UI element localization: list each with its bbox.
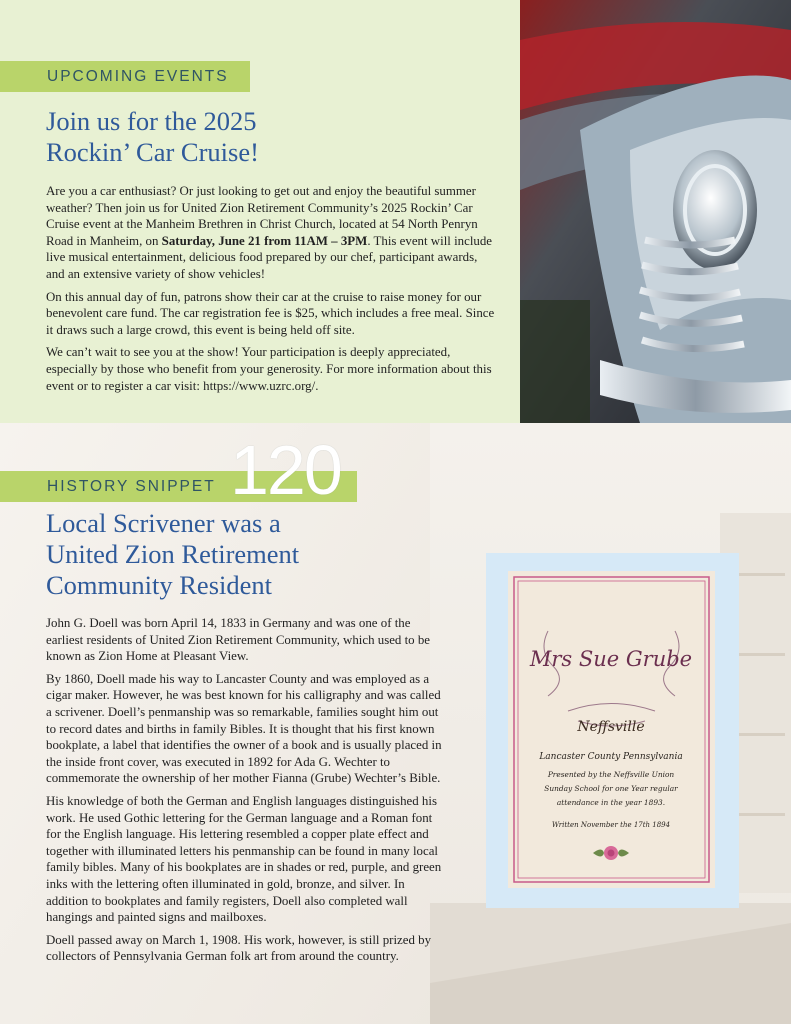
bookplate-town: Neffsville [577,719,645,735]
scrivener-paragraph-4: Doell passed away on March 1, 1908. His work, however, is still prized by collectors of Pennsylvania German folk art from around the country. [46,932,432,964]
car-grille-image [520,0,791,423]
paragraph-text: . This event will include live musical entertainment, delicious food prepared by our chef, participant awards, and an extensive variety of show vehicles! [46,233,493,281]
headline-line-1: Local Scrivener was a [46,508,281,538]
ornament-flourish [544,631,679,726]
upcoming-events-label: UPCOMING EVENTS [0,61,250,92]
scrivener-paragraph-3: His knowledge of both the German and English languages distinguished his work. He used Gothic lettering for the German language and a Roman font for the English language. His lettering resembled a copper plate effect and together with illuminated letters his penmanship can be found in many local family bibles. Many of his bookplates are in shades or red, purple, and green inks with the lettering often illuminated in gold, bronze, and silver. In addition to bookplates and family registers, Doell also completed wall hangings and painted signs and mailboxes. [46,793,442,925]
scrivener-article [46,615,446,971]
headline-line-1: Join us for the 2025 [46,106,257,136]
bookplate-calligraphy [508,571,715,888]
car-cruise-headline [46,106,476,168]
headline-line-2: United Zion Retirement [46,539,300,569]
history-snippet-label: HISTORY SNIPPET [0,471,357,502]
bookplate-owner-name: Mrs Sue Grube [529,647,693,671]
bookplate-county: Lancaster County Pennsylvania [539,752,683,762]
bookplate-line-2: Sunday School for one Year regular [544,784,678,793]
car-cruise-paragraph-3: We can’t wait to see you at the show! Your participation is deeply appreciated, especially by those who benefit from your generosity. For more information about this event or to register a car visit: https://www.uzrc.org/. [46,345,492,393]
snippet-number: 120 [230,431,341,509]
scrivener-paragraph-1: John G. Doell was born April 14, 1833 in Germany and was one of the earliest residents of United Zion Retirement Community, which used to be known as Zion Home at Pleasant View. [46,616,431,664]
car-cruise-paragraph-2: On this annual day of fun, patrons show their car at the cruise to raise money for our benevolent care fund. The car registration fee is $25, which includes a free meal. Since it draws such a large crowd, this event is being held off site. [46,289,495,337]
classic-car-photo [520,0,791,423]
bookplate-line-1: Presented by the Neffsville Union [547,770,675,779]
car-cruise-article [46,183,498,400]
scrivener-paragraph-2: By 1860, Doell made his way to Lancaster County and was employed as a cigar maker. However, he was best known for his calligraphy and was called a scrivener. Doell’s penmanship was so remarkable, families sought him out to record dates and births in family Bibles. It is thought that his first known bookplate, a label that identifies the owner of a book and is usually placed in the inside front cover, was executed in 1892 for Ada G. Wechter to commemorate the ownership of her mother Fianna (Grube) Wechter’s Bible. [46,671,442,786]
event-date-time: Saturday, June 21 from 11AM – 3PM [161,233,368,248]
headline-line-3: Community Resident [46,570,272,600]
car-cruise-paragraph-1 [46,183,498,283]
bookplate-line-3: attendance in the year 1893. [556,798,666,807]
rose-ornament [593,846,629,860]
paragraph-text: Are you a car enthusiast? Or just looking to get out and enjoy the beautiful summer weather? Then join us for United Zion Retirement Community’s 2025 Rockin’ Car Cruise event at the Manheim Brethren in Christ Church, located at 54 North Penryn Road in Manheim, on [46,184,478,248]
bookplate-written-date: Written November the 17th 1894 [551,821,671,829]
bookplate-image [508,571,715,888]
headline-line-2: Rockin’ Car Cruise! [46,137,259,167]
scrivener-headline [46,508,466,601]
